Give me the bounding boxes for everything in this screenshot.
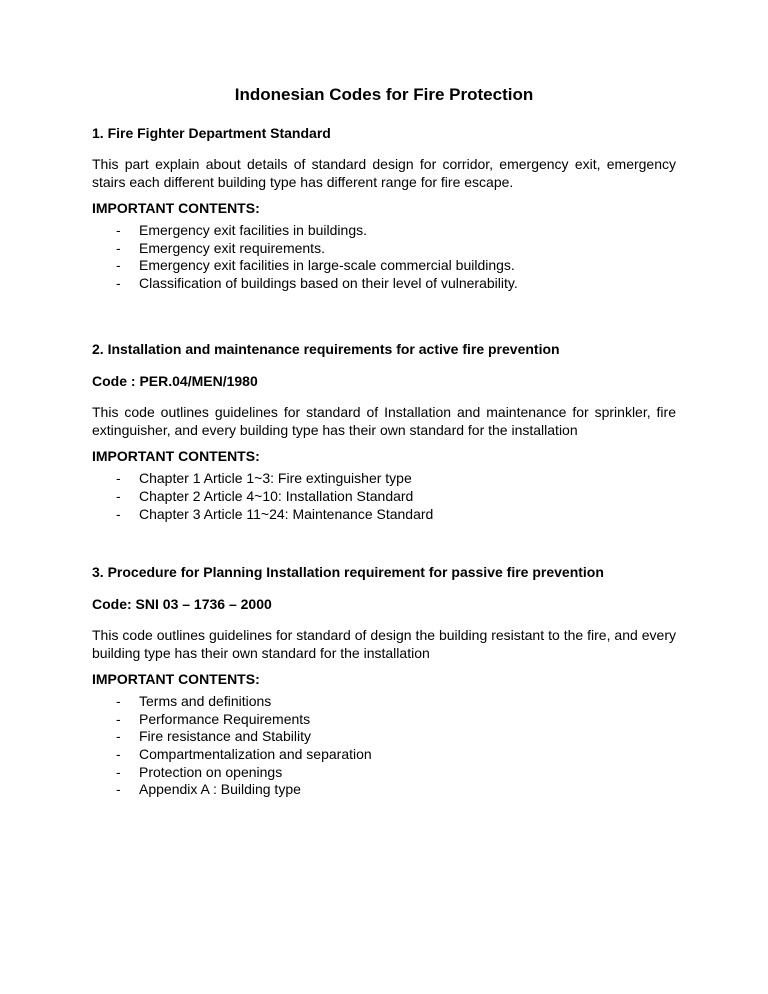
- dash-icon: -: [116, 693, 121, 710]
- section-paragraph: This code outlines guidelines for standard of Installation and maintenance for sprinkler, fire extinguisher, and every building type has their own standard for the installation: [92, 404, 676, 439]
- dash-icon: -: [116, 728, 121, 745]
- contents-list: [92, 222, 676, 292]
- dash-icon: -: [116, 710, 121, 727]
- section-1: [92, 124, 676, 292]
- list-item-text: Chapter 3 Article 11~24: Maintenance Standard: [139, 505, 434, 522]
- section-code: Code : PER.04/MEN/1980: [92, 373, 258, 390]
- list-item-text: Classification of buildings based on their level of vulnerability.: [139, 274, 518, 291]
- section-heading: 2. Installation and maintenance requirements for active fire prevention: [92, 341, 560, 358]
- list-item-text: Terms and definitions: [139, 693, 272, 710]
- list-item: [92, 470, 676, 488]
- dash-icon: -: [116, 745, 121, 762]
- dash-icon: -: [116, 505, 121, 522]
- important-contents-label: IMPORTANT CONTENTS:: [92, 200, 260, 216]
- dash-icon: -: [116, 239, 121, 256]
- list-item-text: Chapter 1 Article 1~3: Fire extinguisher type: [139, 470, 412, 487]
- list-item-text: Fire resistance and Stability: [139, 728, 311, 745]
- list-item-text: Protection on openings: [139, 763, 283, 780]
- list-item: [92, 257, 676, 275]
- section-heading: 3. Procedure for Planning Installation requirement for passive fire prevention: [92, 564, 604, 581]
- list-item-text: Appendix A : Building type: [139, 781, 301, 798]
- section-code: Code: SNI 03 – 1736 – 2000: [92, 596, 272, 613]
- list-item-text: Emergency exit facilities in buildings.: [139, 222, 367, 238]
- section-heading: 1. Fire Fighter Department Standard: [92, 125, 331, 141]
- section-paragraph: This code outlines guidelines for standard of design the building resistant to the fire, and every building type has their own standard for the installation: [92, 627, 676, 662]
- list-item: [92, 506, 676, 524]
- section-2: [92, 340, 676, 523]
- list-item: [92, 711, 676, 729]
- list-item-text: Performance Requirements: [139, 710, 311, 727]
- list-item: [92, 693, 676, 711]
- dash-icon: -: [116, 487, 121, 504]
- list-item: [92, 222, 676, 240]
- list-item: [92, 764, 676, 782]
- list-item-text: Chapter 2 Article 4~10: Installation Standard: [139, 487, 414, 504]
- contents-list: [92, 693, 676, 799]
- important-contents-label: IMPORTANT CONTENTS:: [92, 671, 260, 688]
- dash-icon: -: [116, 763, 121, 780]
- list-item-text: Emergency exit requirements.: [139, 239, 325, 256]
- list-item: [92, 488, 676, 506]
- list-item: [92, 240, 676, 258]
- contents-list: [92, 470, 676, 523]
- list-item-text: Emergency exit facilities in large-scale commercial buildings.: [139, 257, 515, 274]
- list-item: [92, 275, 676, 293]
- list-item: [92, 781, 676, 799]
- important-contents-label: IMPORTANT CONTENTS:: [92, 448, 260, 465]
- dash-icon: -: [116, 222, 121, 238]
- list-item-text: Compartmentalization and separation: [139, 745, 372, 762]
- dash-icon: -: [116, 257, 121, 274]
- list-item: [92, 728, 676, 746]
- section-3: [92, 563, 676, 799]
- dash-icon: -: [116, 470, 121, 487]
- list-item: [92, 746, 676, 764]
- dash-icon: -: [116, 274, 121, 291]
- section-paragraph: This part explain about details of standard design for corridor, emergency exit, emergency stairs each different building type has different range for fire escape.: [92, 156, 676, 190]
- document-title: Indonesian Codes for Fire Protection: [234, 85, 534, 104]
- dash-icon: -: [116, 781, 121, 798]
